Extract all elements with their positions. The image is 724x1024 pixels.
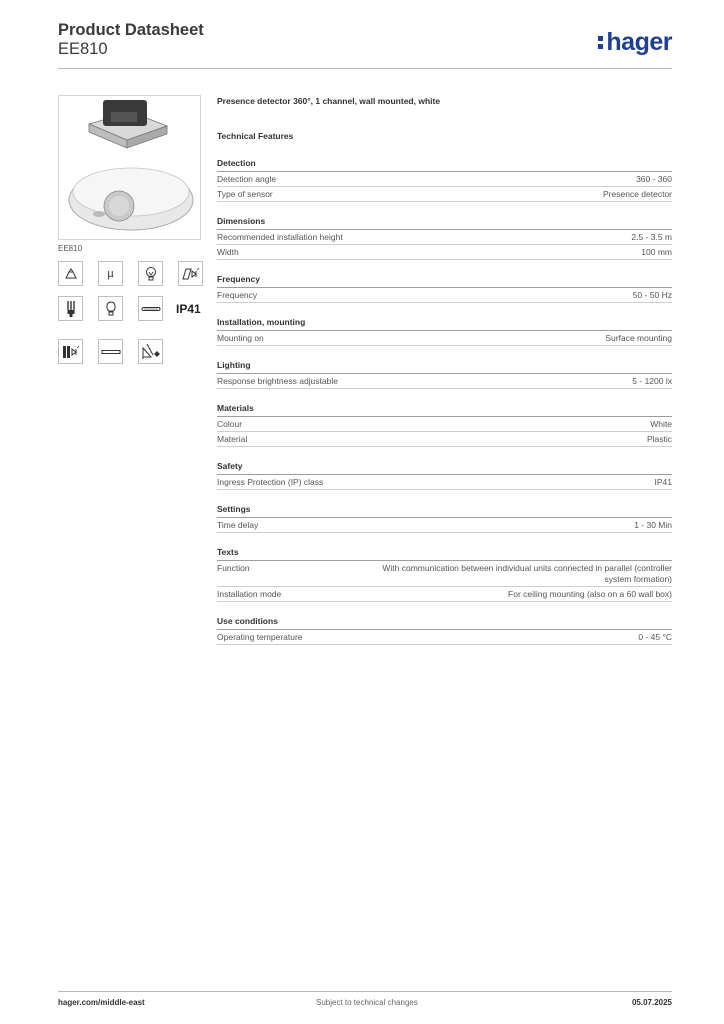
spec-row bbox=[217, 245, 672, 260]
product-image bbox=[58, 95, 201, 240]
ferromagnetic-transformer-icon bbox=[138, 339, 163, 364]
spec-value: 1 - 30 Min bbox=[634, 520, 672, 530]
section-title: Detection bbox=[217, 158, 672, 172]
spec-label: Response brightness adjustable bbox=[217, 376, 338, 386]
fluorescent-tube-icon bbox=[138, 296, 163, 321]
linear-fluorescent-icon bbox=[98, 339, 123, 364]
spec-row bbox=[217, 187, 672, 202]
incandescent-lamp-icon bbox=[138, 261, 163, 286]
spec-label: Mounting on bbox=[217, 333, 264, 343]
spec-value: 0 - 45 °C bbox=[638, 632, 672, 642]
footer-website-link[interactable]: hager.com/middle-east bbox=[58, 998, 145, 1007]
technical-features-heading: Technical Features bbox=[217, 131, 294, 141]
spec-label: Width bbox=[217, 247, 239, 257]
section-title: Installation, mounting bbox=[217, 317, 672, 331]
section-lighting bbox=[217, 360, 672, 389]
section-title: Safety bbox=[217, 461, 672, 475]
section-title: Texts bbox=[217, 547, 672, 561]
section-title: Lighting bbox=[217, 360, 672, 374]
section-title: Use conditions bbox=[217, 616, 672, 630]
spec-label: Function bbox=[217, 563, 250, 573]
section-title: Dimensions bbox=[217, 216, 672, 230]
spec-value: 50 - 50 Hz bbox=[632, 290, 672, 300]
micro-switch-icon bbox=[98, 261, 123, 286]
spec-value: 2.5 - 3.5 m bbox=[631, 232, 672, 242]
brand-logo bbox=[598, 28, 672, 57]
spec-value: IP41 bbox=[654, 477, 672, 487]
spec-row bbox=[217, 518, 672, 533]
spec-sections bbox=[217, 158, 672, 645]
spec-row bbox=[217, 288, 672, 303]
logo-dots-icon bbox=[598, 34, 604, 50]
spec-row bbox=[217, 432, 672, 447]
spec-label: Frequency bbox=[217, 290, 258, 300]
spec-value: For ceiling mounting (also on a 60 wall box) bbox=[508, 589, 672, 599]
spec-value: 360 - 360 bbox=[636, 174, 672, 184]
spec-value: 5 - 1200 lx bbox=[632, 376, 672, 386]
section-settings bbox=[217, 504, 672, 533]
spec-label: Type of sensor bbox=[217, 189, 273, 199]
specification-column bbox=[217, 95, 672, 645]
energy-saving-lamp-icon bbox=[58, 296, 83, 321]
spec-row bbox=[217, 374, 672, 389]
section-title: Frequency bbox=[217, 274, 672, 288]
spec-row bbox=[217, 230, 672, 245]
section-texts bbox=[217, 547, 672, 602]
section-safety bbox=[217, 461, 672, 490]
section-materials bbox=[217, 403, 672, 447]
product-code: EE810 bbox=[58, 40, 108, 58]
section-title: Settings bbox=[217, 504, 672, 518]
image-caption: EE810 bbox=[58, 244, 83, 253]
section-use-conditions bbox=[217, 616, 672, 645]
section-title: Materials bbox=[217, 403, 672, 417]
spec-value: Presence detector bbox=[603, 189, 672, 199]
ip-rating-label: IP41 bbox=[176, 302, 201, 316]
section-installation-mounting bbox=[217, 317, 672, 346]
footer-divider bbox=[58, 991, 672, 992]
led-driver-icon bbox=[178, 261, 203, 286]
spec-row bbox=[217, 331, 672, 346]
spec-row bbox=[217, 417, 672, 432]
spec-label: Ingress Protection (IP) class bbox=[217, 477, 324, 487]
spec-value: Surface mounting bbox=[605, 333, 672, 343]
spec-row bbox=[217, 630, 672, 645]
spec-label: Material bbox=[217, 434, 248, 444]
spec-value: Plastic bbox=[646, 434, 672, 444]
micro-glyph: µ bbox=[107, 267, 114, 280]
spec-label: Operating temperature bbox=[217, 632, 303, 642]
brand-name: hager bbox=[606, 28, 672, 56]
footer-notice: Subject to technical changes bbox=[316, 998, 418, 1007]
spec-value: With communication between individual units connected in parallel (controller system formation) bbox=[382, 563, 672, 584]
footer-date: 05.07.2025 bbox=[631, 998, 672, 1007]
header-divider bbox=[58, 68, 672, 69]
spec-row bbox=[217, 475, 672, 490]
spec-row bbox=[217, 172, 672, 187]
halogen-lamp-icon bbox=[98, 296, 123, 321]
electronic-transformer-icon bbox=[58, 339, 83, 364]
detection-zone-icon bbox=[58, 261, 83, 286]
spec-label: Time delay bbox=[217, 520, 259, 530]
spec-row bbox=[217, 587, 672, 602]
spec-value: White bbox=[650, 419, 672, 429]
section-dimensions bbox=[217, 216, 672, 260]
section-frequency bbox=[217, 274, 672, 303]
section-detection bbox=[217, 158, 672, 202]
spec-row bbox=[217, 561, 672, 587]
spec-label: Recommended installation height bbox=[217, 232, 343, 242]
page-header bbox=[58, 20, 672, 68]
presence-detector-illustration bbox=[59, 96, 200, 239]
document-title: Product Datasheet bbox=[58, 21, 204, 39]
spec-label: Colour bbox=[217, 419, 243, 429]
spec-label: Installation mode bbox=[217, 589, 282, 599]
spec-label: Detection angle bbox=[217, 174, 277, 184]
product-description: Presence detector 360°, 1 channel, wall mounted, white bbox=[217, 96, 441, 106]
spec-value: 100 mm bbox=[641, 247, 672, 257]
